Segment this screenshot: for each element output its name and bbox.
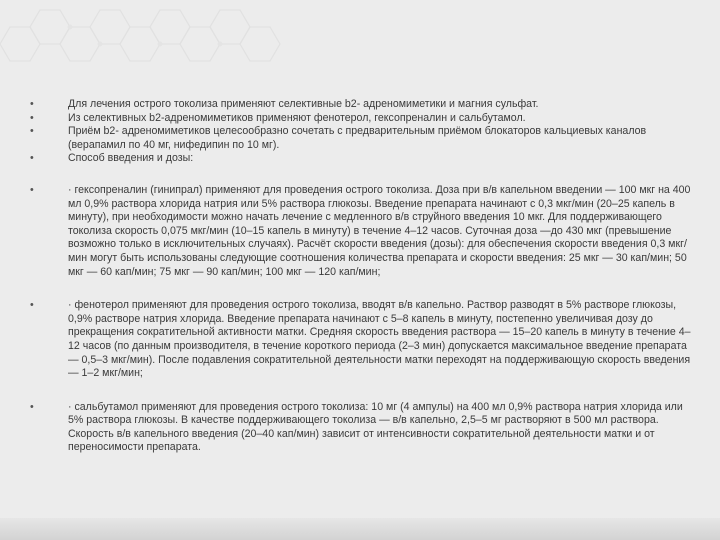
paragraph-text: · фенотерол применяют для проведения острого токолиза, вводят в/в капельно. Раствор разводят в 5% растворе глюкозы, 0,9% растворе натрия хлорида. Введение препарата начинают с 5–8 капель в минуту, постепенно увеличивая дозу до прекращения сократительной активности матки. Средняя скорость введения раствора — 15–20 капель в минуту в течение 4–12 часов (по данным производителя, в течение короткого периода (2–3 мин) допускается максимальное введение препарата — 0,5–3 мкг/мин). После подавления сократительной деятельности матки переходят на поддерживающую скорость введения — 1–2 мкг/мин; [68,299,691,380]
drug-paragraph-salbutamol [30,401,695,455]
list-item-text: Из селективных b2-адреномиметиков применяют фенотерол, гексопреналин и сальбутамол. [68,111,526,124]
paragraph-text: · сальбутамол применяют для проведения острого токолиза: 10 мг (4 ампулы) на 400 мл 0,9% раствора натрия хлорида или 5% раствора глюкозы. В качестве поддерживающего токолиза — в/в капельно, 2,5–5 мг растворяют в 500 мл раствора. Скорость в/в капельного введения (20–40 кап/мин) зависит от интенсивности сократительной деятельности матки и от переносимости препарата. [68,400,683,454]
bullet-icon: • [30,299,34,312]
list-item-text: Для лечения острого токолиза применяют селективные b2- адреномиметики и магния сульфат. [68,98,539,110]
drug-paragraph-fenoterol [30,299,695,381]
paragraph-text: · гексопреналин (гинипрал) применяют для проведения острого токолиза. Доза при в/в капельном введении — 100 мкг на 400 мл 0,9% раствора хлорида натрия или 5% раствора глюкозы. Введение препарата начинают с 0,3 мкг/мин (20–25 капель в минуту), при необходимости можно начать лечение с медленного в/в струйного введения 10 мкг. Для поддерживающего токолиза скорость 0,075 мкг/мин (10–15 капель в минуту) в течение 4–12 часов. Суточная доза —до 430 мкг (превышение возможно только в исключительных случаях). Расчёт скорости введения (дозы): для обеспечения скорости введения 0,3 мкг/мин могут быть использованы следующие соотношения количества препарата и скорости введения: 25 мкг — 30 кап/мин; 50 мкг — 60 кап/мин; 75 мкг — 90 кап/мин; 100 мкг — 120 кап/мин; [68,183,691,278]
list-item-text: Приём b2- адреномиметиков целесообразно сочетать с предварительным приёмом блокаторов кальциевых каналов (верапамил по 40 мг, нифедипин по 10 мг). [68,125,647,151]
bullet-icon: • [30,125,34,138]
bullet-icon: • [30,98,34,110]
bottom-bar [0,518,720,540]
list-item [30,112,695,126]
list-item [30,125,695,152]
bullet-icon: • [30,152,34,165]
bullet-icon: • [30,400,34,413]
background-hexagon-decoration [0,0,720,95]
bullet-icon: • [30,183,34,196]
drug-paragraph-hexoprenaline [30,184,695,279]
bullet-list-intro [30,98,695,166]
list-item [30,98,695,112]
list-item [30,152,695,166]
slide-content [30,98,695,455]
list-item-text: Способ введения и дозы: [68,152,194,165]
bullet-icon: • [30,111,34,124]
